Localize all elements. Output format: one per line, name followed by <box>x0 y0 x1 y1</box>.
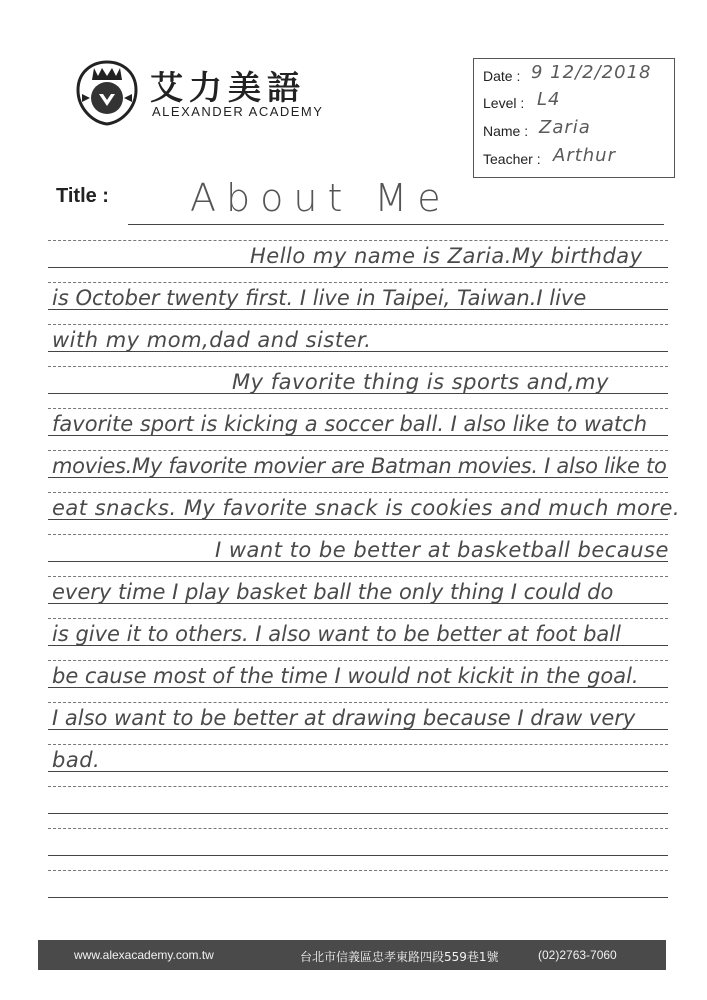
essay-line: be cause most of the time I would not kickit in the goal. <box>52 664 639 688</box>
date-row <box>483 62 673 88</box>
level-label: Level : <box>483 95 525 111</box>
essay-line: favorite sport is kicking a soccer ball. I also like to watch <box>52 412 648 436</box>
essay-line: eat snacks. My favorite snack is cookies and much more. <box>52 496 681 520</box>
ruled-line <box>48 744 668 772</box>
essay-line: bad. <box>52 748 101 772</box>
name-label: Name : <box>483 123 529 139</box>
footer-website: www.alexacademy.com.tw <box>74 948 214 962</box>
footer-address: 台北市信義區忠孝東路四段559巷1號 <box>300 950 499 964</box>
date-value: 9 12/2/2018 <box>531 62 652 83</box>
essay-line: is give it to others. I also want to be better at foot ball <box>52 622 621 646</box>
brand-english-name: ALEXANDER ACADEMY <box>152 104 324 119</box>
footer-phone: (02)2763-7060 <box>538 948 617 962</box>
essay-title: About Me <box>190 176 451 220</box>
essay-line: with my mom,dad and sister. <box>52 328 372 352</box>
name-value: Zaria <box>539 117 591 138</box>
teacher-label: Teacher : <box>483 151 541 167</box>
level-row <box>483 89 673 115</box>
essay-line: I want to be better at basketball because <box>215 538 669 562</box>
teacher-value: Arthur <box>553 145 616 166</box>
essay-line: I also want to be better at drawing because I draw very <box>52 706 636 730</box>
essay-line: movies.My favorite movier are Batman movies. I also like to <box>52 454 667 478</box>
teacher-row <box>483 145 673 171</box>
essay-line: is October twenty first. I live in Taipei, Taiwan.I live <box>52 286 587 310</box>
footer-bar <box>38 940 666 970</box>
brand-chinese-name: 艾力美語 <box>150 68 306 107</box>
essay-line: Hello my name is Zaria.My birthday <box>250 244 643 268</box>
title-underline <box>128 224 664 225</box>
lion-crest-icon <box>72 60 142 126</box>
level-value: L4 <box>537 89 561 110</box>
date-label: Date : <box>483 68 521 84</box>
ruled-line <box>48 786 668 814</box>
title-label: Title : <box>56 185 109 207</box>
ruled-line <box>48 828 668 856</box>
name-row <box>483 117 673 143</box>
ruled-line <box>48 870 668 898</box>
essay-line: every time I play basket ball the only thing I could do <box>52 580 614 604</box>
essay-line: My favorite thing is sports and,my <box>232 370 609 394</box>
